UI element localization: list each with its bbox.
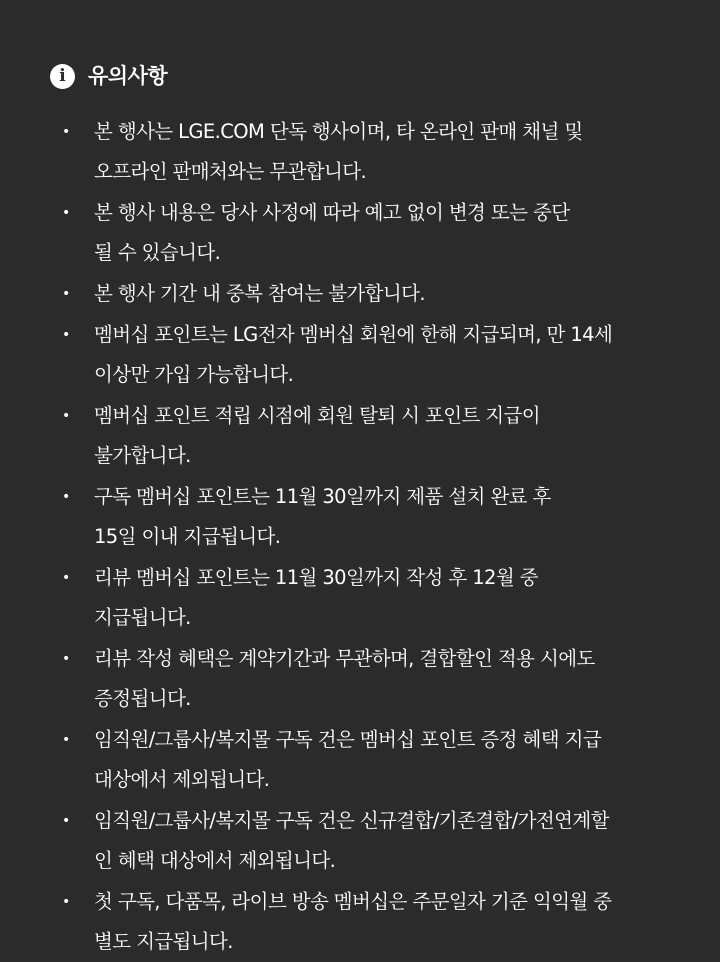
notice-item bbox=[0, 193, 720, 273]
bullet-icon: • bbox=[62, 489, 70, 505]
bullet-icon: • bbox=[62, 286, 70, 302]
notice-item-line: 첫 구독, 다품목, 라이브 방송 멤버십은 주문일자 기준 익익월 중 bbox=[94, 890, 612, 913]
notice-item bbox=[0, 274, 720, 314]
notice-item-line: 리뷰 작성 혜택은 계약기간과 무관하며, 결합할인 적용 시에도 bbox=[94, 647, 595, 670]
bullet-icon: • bbox=[62, 327, 70, 343]
notice-item bbox=[0, 801, 720, 881]
notice-item-line: 임직원/그룹사/복지몰 구독 건은 신규결합/기존결합/가전연계할 bbox=[94, 809, 609, 832]
bullet-icon: • bbox=[62, 894, 70, 910]
bullet-icon: • bbox=[62, 732, 70, 748]
notice-item-line: 별도 지급됩니다. bbox=[94, 930, 233, 953]
notice-item bbox=[0, 720, 720, 800]
notice-item-line: 멤버십 포인트는 LG전자 멤버십 회원에 한해 지급되며, 만 14세 bbox=[94, 323, 613, 346]
notice-item-line: 임직원/그룹사/복지몰 구독 건은 멤버십 포인트 증정 혜택 지급 bbox=[94, 728, 602, 751]
bullet-icon: • bbox=[62, 570, 70, 586]
notice-list bbox=[0, 112, 720, 962]
notice-item-line: 증정됩니다. bbox=[94, 687, 191, 710]
bullet-icon: • bbox=[62, 651, 70, 667]
info-icon: i bbox=[50, 64, 75, 89]
notice-item-line: 이상만 가입 가능합니다. bbox=[94, 363, 294, 386]
notice-item bbox=[0, 112, 720, 192]
notice-item bbox=[0, 396, 720, 476]
notice-item-line: 15일 이내 지급됩니다. bbox=[94, 525, 281, 548]
notice-item-line: 구독 멤버십 포인트는 11월 30일까지 제품 설치 완료 후 bbox=[94, 485, 551, 508]
notice-header bbox=[50, 60, 720, 92]
notice-item bbox=[0, 882, 720, 962]
notice-item bbox=[0, 639, 720, 719]
notice-item-line: 리뷰 멤버십 포인트는 11월 30일까지 작성 후 12월 중 bbox=[94, 566, 538, 589]
bullet-icon: • bbox=[62, 408, 70, 424]
bullet-icon: • bbox=[62, 124, 70, 140]
notice-item bbox=[0, 558, 720, 638]
notice-item-line: 본 행사 기간 내 중복 참여는 불가합니다. bbox=[94, 282, 425, 305]
notice-item-line: 멤버십 포인트 적립 시점에 회원 탈퇴 시 포인트 지급이 bbox=[94, 404, 541, 427]
notice-item-line: 대상에서 제외됩니다. bbox=[94, 768, 270, 791]
notice-item bbox=[0, 315, 720, 395]
notice-item-line: 될 수 있습니다. bbox=[94, 241, 221, 264]
notice-item-line: 본 행사는 LGE.COM 단독 행사이며, 타 온라인 판매 채널 및 bbox=[94, 120, 583, 143]
notice-item-line: 오프라인 판매처와는 무관합니다. bbox=[94, 160, 367, 183]
bullet-icon: • bbox=[62, 813, 70, 829]
notice-item bbox=[0, 477, 720, 557]
notice-item-line: 인 혜택 대상에서 제외됩니다. bbox=[94, 849, 336, 872]
notice-title: 유의사항 bbox=[88, 64, 168, 88]
bullet-icon: • bbox=[62, 205, 70, 221]
notice-item-line: 지급됩니다. bbox=[94, 606, 191, 629]
notice-item-line: 불가합니다. bbox=[94, 444, 191, 467]
notice-item-line: 본 행사 내용은 당사 사정에 따라 예고 없이 변경 또는 중단 bbox=[94, 201, 570, 224]
